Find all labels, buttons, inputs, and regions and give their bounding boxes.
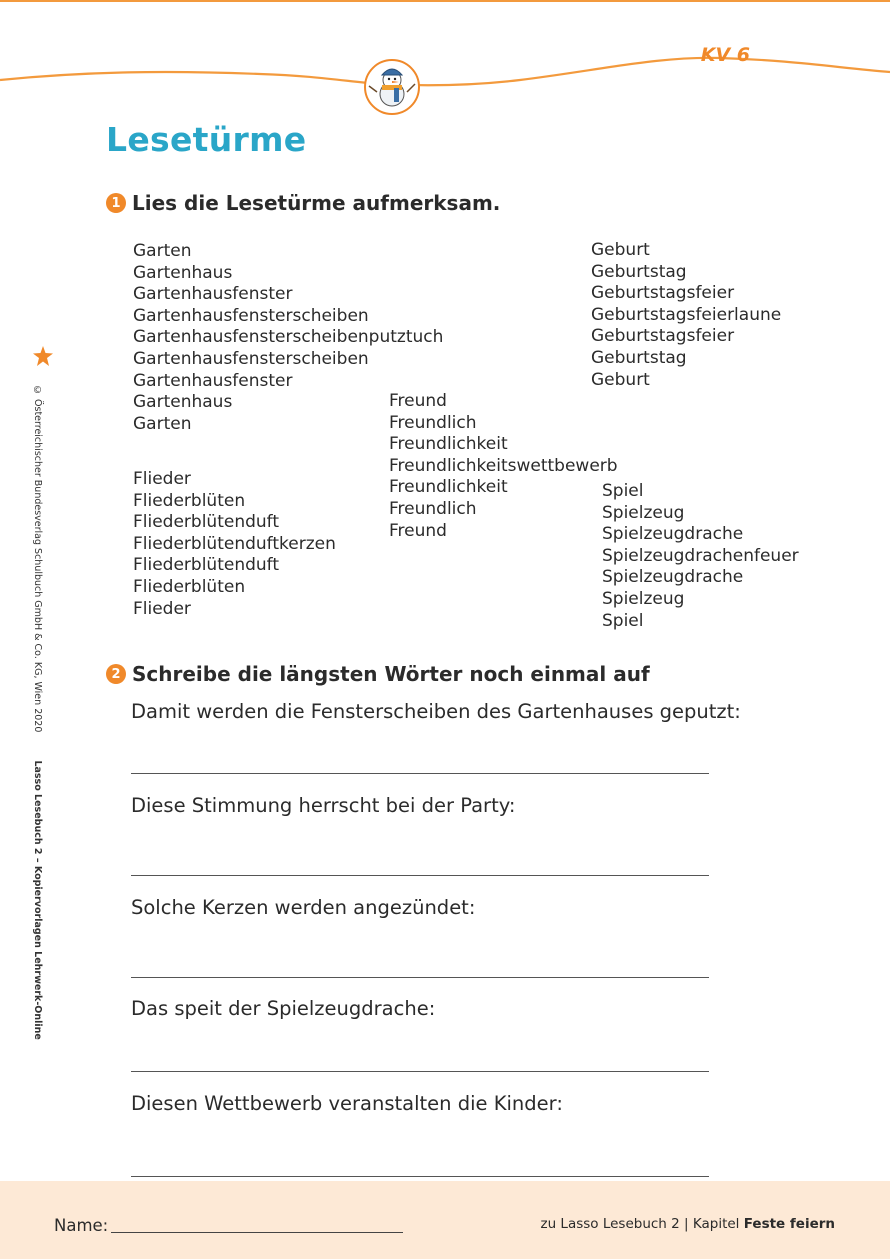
tower-word: Spielzeugdrache — [602, 567, 744, 588]
tower-word: Gartenhaus — [133, 262, 233, 283]
tower-word: Fliederblütenduftkerzen — [133, 533, 336, 554]
tower-word: Gartenhausfenster — [133, 284, 293, 305]
tower-word: Spiel — [602, 481, 644, 501]
sidebar-copyright: © Österreichischer Bundesverlag Schulbuch GmbH & Co. KG, Wien 2020 — [32, 385, 43, 733]
tower-word: Freundlichkeit — [389, 434, 508, 455]
task-2-text: Schreibe die längsten Wörter noch einmal auf — [132, 662, 650, 686]
tower-word: Flieder — [133, 469, 191, 489]
tower-word: Geburtstag — [591, 261, 687, 282]
answer-line-1[interactable] — [131, 773, 709, 774]
tower-word: Flieder — [133, 598, 191, 619]
answer-line-4[interactable] — [131, 1071, 709, 1072]
tower-spiel — [602, 481, 799, 632]
name-input-line[interactable] — [111, 1232, 403, 1233]
tower-geburt — [591, 240, 781, 391]
tower-word: Geburtstagsfeier — [591, 283, 735, 304]
tower-word: Freundlichkeitswettbewerb — [389, 455, 618, 476]
tower-word: Spiel — [602, 610, 644, 631]
tower-word: Gartenhausfensterscheibenputztuch — [133, 327, 444, 348]
tower-word: Freundlichkeit — [389, 477, 508, 498]
answer-line-5[interactable] — [131, 1176, 709, 1177]
tower-word: Gartenhausfenster — [133, 370, 293, 391]
tower-word: Freundlich — [389, 498, 477, 519]
tower-word: Freundlich — [389, 412, 477, 433]
task-1-heading — [106, 191, 500, 215]
sidebar-publisher — [32, 345, 52, 1040]
tower-word: Spielzeugdrache — [602, 524, 744, 545]
sidebar-product: Lasso Lesebuch 2 – Kopiervorlagen Lehrwerk-Online — [32, 760, 43, 1040]
tower-word: Freund — [389, 391, 447, 411]
tower-word: Garten — [133, 413, 192, 434]
answer-line-3[interactable] — [131, 977, 709, 978]
task-2-number-badge: 2 — [106, 664, 126, 684]
footer-ref-prefix: zu Lasso Lesebuch 2 | Kapitel — [540, 1216, 740, 1232]
question-4: Das speit der Spielzeugdrache: — [131, 997, 436, 1020]
publisher-logo-icon — [32, 345, 54, 367]
tower-word: Freund — [389, 520, 447, 541]
tower-word: Gartenhausfensterscheiben — [133, 348, 369, 369]
tower-word: Geburtstagsfeierlaune — [591, 304, 782, 325]
sidebar-text — [32, 385, 43, 1040]
tower-word: Garten — [133, 241, 192, 261]
footer-reference — [540, 1216, 835, 1232]
question-1: Damit werden die Fensterscheiben des Gartenhauses geputzt: — [131, 700, 741, 723]
snowman-mascot-icon — [363, 58, 421, 116]
top-border — [0, 0, 890, 2]
tower-word: Geburt — [591, 369, 650, 390]
task-1-text: Lies die Lesetürme aufmerksam. — [132, 191, 501, 215]
tower-word: Spielzeug — [602, 588, 685, 609]
task-1-number-badge: 1 — [106, 193, 126, 213]
tower-word: Geburt — [591, 240, 650, 260]
task-2-heading — [106, 662, 650, 686]
tower-word: Geburtstagsfeier — [591, 326, 735, 347]
tower-word: Geburtstag — [591, 347, 687, 368]
question-5: Diesen Wettbewerb veranstalten die Kinder: — [131, 1092, 563, 1115]
tower-word: Fliederblütenduft — [133, 555, 280, 576]
answer-line-2[interactable] — [131, 875, 709, 876]
tower-word: Gartenhaus — [133, 392, 233, 413]
tower-word: Spielzeug — [602, 502, 685, 523]
tower-word: Fliederblüten — [133, 490, 246, 511]
tower-word: Fliederblütenduft — [133, 512, 280, 533]
footer-ref-chapter: Feste feiern — [743, 1216, 835, 1232]
question-2: Diese Stimmung herrscht bei der Party: — [131, 794, 516, 817]
tower-word: Gartenhausfensterscheiben — [133, 305, 369, 326]
kv-label: KV 6 — [700, 44, 750, 66]
name-label: Name: — [54, 1216, 109, 1235]
tower-word: Spielzeugdrachenfeuer — [602, 545, 799, 566]
tower-flieder — [133, 469, 336, 620]
page-title: Lesetürme — [106, 120, 307, 159]
header-wave — [0, 50, 890, 110]
tower-freund — [389, 391, 618, 542]
tower-word: Fliederblüten — [133, 576, 246, 597]
question-3: Solche Kerzen werden angezündet: — [131, 896, 476, 919]
